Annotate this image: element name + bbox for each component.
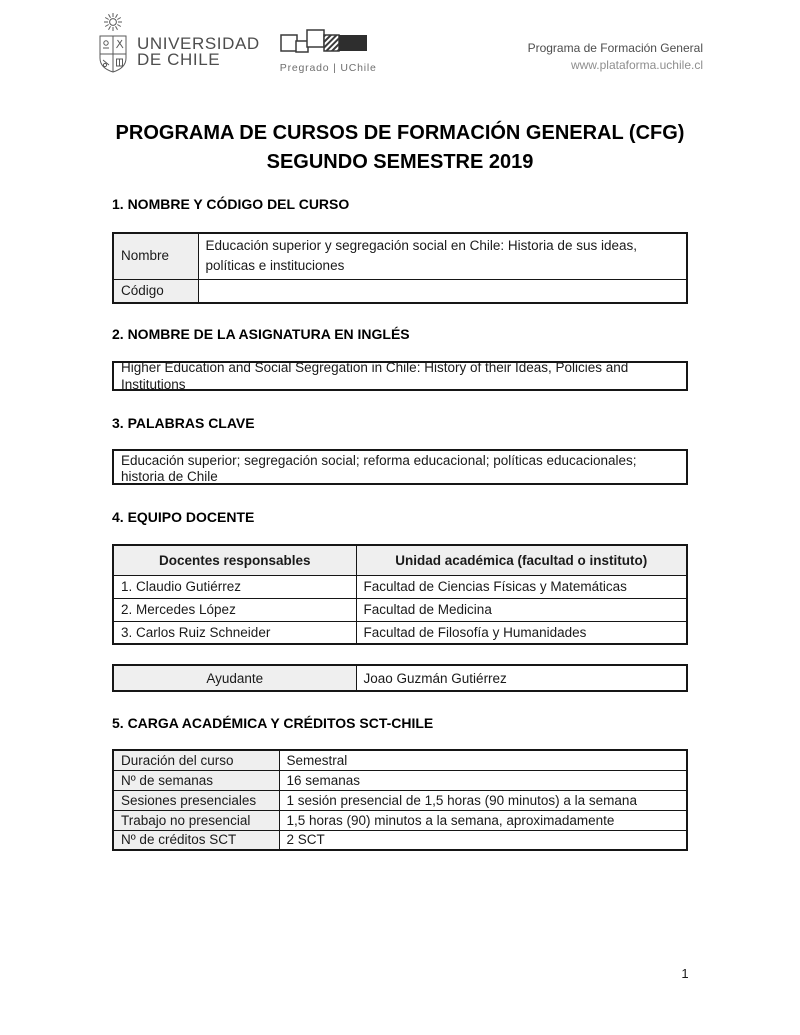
section-1-heading: 1. NOMBRE Y CÓDIGO DEL CURSO — [112, 196, 350, 212]
docente-unidad: Facultad de Medicina — [356, 598, 687, 621]
credits-row-value: 16 semanas — [279, 770, 687, 790]
course-code-value — [198, 279, 687, 303]
assistant-name: Joao Guzmán Gutiérrez — [356, 665, 687, 691]
table-row — [113, 575, 687, 598]
table-row — [113, 233, 687, 279]
table-header-row — [113, 545, 687, 575]
credits-row-label: Duración del curso — [113, 750, 279, 770]
credits-row-label: Nº de créditos SCT — [113, 830, 279, 850]
table-row — [113, 598, 687, 621]
keywords-value: Educación superior; segregación social; reforma educacional; políticas educacionales; historia de Chile — [121, 453, 637, 484]
column-header-docentes: Docentes responsables — [113, 545, 356, 575]
credits-row-label: Trabajo no presencial — [113, 810, 279, 830]
docente-unidad: Facultad de Ciencias Físicas y Matemáticas — [356, 575, 687, 598]
document-body — [112, 0, 688, 851]
assistant-table — [112, 664, 688, 692]
website-url: www.plataforma.uchile.cl — [570, 58, 703, 72]
docente-name: 3. Carlos Ruiz Schneider — [113, 621, 356, 644]
section-5-heading: 5. CARGA ACADÉMICA Y CRÉDITOS SCT-CHILE — [112, 715, 434, 731]
docente-name: 1. Claudio Gutiérrez — [113, 575, 356, 598]
table-row — [113, 279, 687, 303]
table-row — [113, 665, 687, 691]
credits-row-value: 2 SCT — [279, 830, 687, 850]
credits-row-label: Nº de semanas — [113, 770, 279, 790]
course-name-value: Educación superior y segregación social en Chile: Historia de sus ideas, políticas e instituciones — [198, 233, 687, 279]
table-row — [113, 830, 687, 850]
credits-row-value: 1,5 horas (90) minutos a la semana, aproximadamente — [279, 810, 687, 830]
docente-unidad: Facultad de Filosofía y Humanidades — [356, 621, 687, 644]
document-title-line2: SEGUNDO SEMESTRE 2019 — [266, 151, 534, 173]
column-header-unidad: Unidad académica (facultad o instituto) — [356, 545, 687, 575]
credits-row-value: 1 sesión presencial de 1,5 horas (90 minutos) a la semana — [279, 790, 687, 810]
program-name: Programa de Formación General — [527, 41, 703, 55]
docente-name: 2. Mercedes López — [113, 598, 356, 621]
section-3-heading: 3. PALABRAS CLAVE — [112, 415, 255, 431]
university-name-line1: UNIVERSIDAD — [137, 34, 260, 53]
section-2-heading: 2. NOMBRE DE LA ASIGNATURA EN INGLÉS — [112, 326, 410, 342]
table-row — [113, 621, 687, 644]
course-code-label: Código — [113, 279, 198, 303]
course-name-label: Nombre — [113, 233, 198, 279]
university-name-line2: DE CHILE — [137, 50, 221, 69]
course-name-table — [112, 232, 688, 304]
table-row — [113, 810, 687, 830]
teaching-team-table — [112, 544, 688, 645]
pregrado-label: Pregrado | UChile — [279, 62, 377, 74]
table-row — [113, 770, 687, 790]
section-4-heading: 4. EQUIPO DOCENTE — [112, 509, 255, 525]
credits-table — [112, 749, 688, 851]
table-row — [113, 750, 687, 770]
document-title — [112, 119, 688, 177]
keywords-box — [112, 449, 688, 485]
assistant-label: Ayudante — [113, 665, 356, 691]
credits-row-value: Semestral — [279, 750, 687, 770]
credits-row-label: Sesiones presenciales — [113, 790, 279, 810]
table-row — [113, 790, 687, 810]
english-name-value: Higher Education and Social Segregation in Chile: History of their Ideas, Policies and Institutions — [121, 360, 629, 392]
page-number: 1 — [681, 966, 689, 981]
document-title-line1: PROGRAMA DE CURSOS DE FORMACIÓN GENERAL (CFG) — [115, 122, 685, 144]
english-name-box — [112, 361, 688, 391]
